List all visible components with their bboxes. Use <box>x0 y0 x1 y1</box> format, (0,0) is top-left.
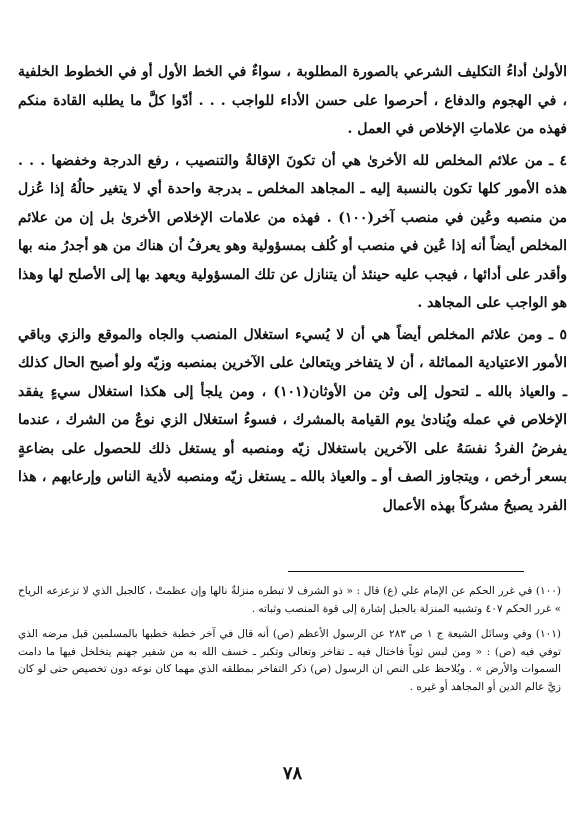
footnote: (١٠٠) في غرر الحكم عن الإمام علي (ع) قال : « ذو الشرف لا تبطره منزلةٌ نالها وإن عظمتْ ، كالجبل الذي لا تزعزعه الرياح » غرر الحكم ٤٠٧ وتشبيه المنزلة بالجبل إشارة إلى قوة المنصب وثباته . <box>18 585 561 615</box>
main-text <box>18 58 567 520</box>
footnote: (١٠١) وفي وسائل الشيعة ج ١ ص ٢٨٣ عن الرسول الأعظم (ص) أنه قال في آخر خطبة خطبها بالمسلمين قبل مرضه الذي توفي فيه (ص) : « ومن لبس ثوباً فاختال فيه ـ تفاخر وتعالى وتكبر ـ خسف الله به من شفير جهنم يتخلخل فيها ما دامت السموات والأرض » . ويُلاحظ على النص ان الرسول (ص) ذكر التفاخر بمطلقه الذي مهما كان نوعه دون تخصيص حتى لو كان زيَّ عالم الدين أو المجاهد أو غيره . <box>18 628 562 693</box>
page-number: ٧٨ <box>282 763 303 784</box>
paragraph: الأولىٰ أداءُ التكليف الشرعي بالصورة المطلوبة ، سواءٌ في الخط الأول أو في الخطوط الخلفية ، في الهجوم والدفاع ، أحرصوا على حسن الأداء للواجب . . . أدّوا كلَّ ما يطلبه القادة منكم فهذه من علاماتِ الإخلاص في العمل . <box>18 64 567 137</box>
paragraph: ٤ ـ من علائم المخلص لله الأخرىٰ هي أن تكونَ الإقالةُ والتنصيب ، رفع الدرجة وخفضها . . . هذه الأمور كلها تكون بالنسبة إليه ـ المجاهد المخلص ـ بدرجة واحدة أي لا يتغير حالُهُ إذا عُزل من منصبه وعُين في منصب آخر(١٠٠) . فهذه من علامات الإخلاص الأخرىٰ بل إن من علائم المخلص أيضاً أنه إذا عُين في منصب أو كُلف بمسؤولية وهو يعرفُ أن هناك من هو أجدرُ منه بها وأقدر على أدائها ، فيجب عليه حينئذ أن يتنازل عن تلك المسؤولية ويعهد بها إلى الأصلح لها وهذا هو الواجب على المجاهد . <box>18 152 568 311</box>
footnote-divider <box>288 571 524 572</box>
footnotes <box>18 583 561 696</box>
paragraph: ٥ ـ ومن علائم المخلص أيضاً هي أن لا يُسيء استغلال المنصب والجاه والموقع والزي وباقي الأمور الاعتيادية المماثلة ، أن لا يتفاخر ويتعالىٰ على الآخرين بمنصبه وزيّه ولو أصبح الحال كذلك ـ والعياذ بالله ـ لتحول إلى وثن من الأوثان(١٠١) ، ومن يلجأ إلى هكذا استغلال سيءٍ يفقد الإخلاص في عمله ويُنادىٰ يوم القيامة بالمشرك ، فسوءُ استغلال الزي نوعٌ من الشرك ، عندما يفرضُ الفردُ نفسَهُ على الآخرين باستغلال زيّه ومنصبه أو يستغل ذلك للحصول على بضاعةٍ بسعر أرخص ، ويتجاوز الصف أو ـ والعياذ بالله ـ يستغل زيّه ومنصبه لأذية الناس وإرعابهم ، هذا الفرد يصبحُ مشركاً بهذه الأعمال <box>18 326 568 514</box>
